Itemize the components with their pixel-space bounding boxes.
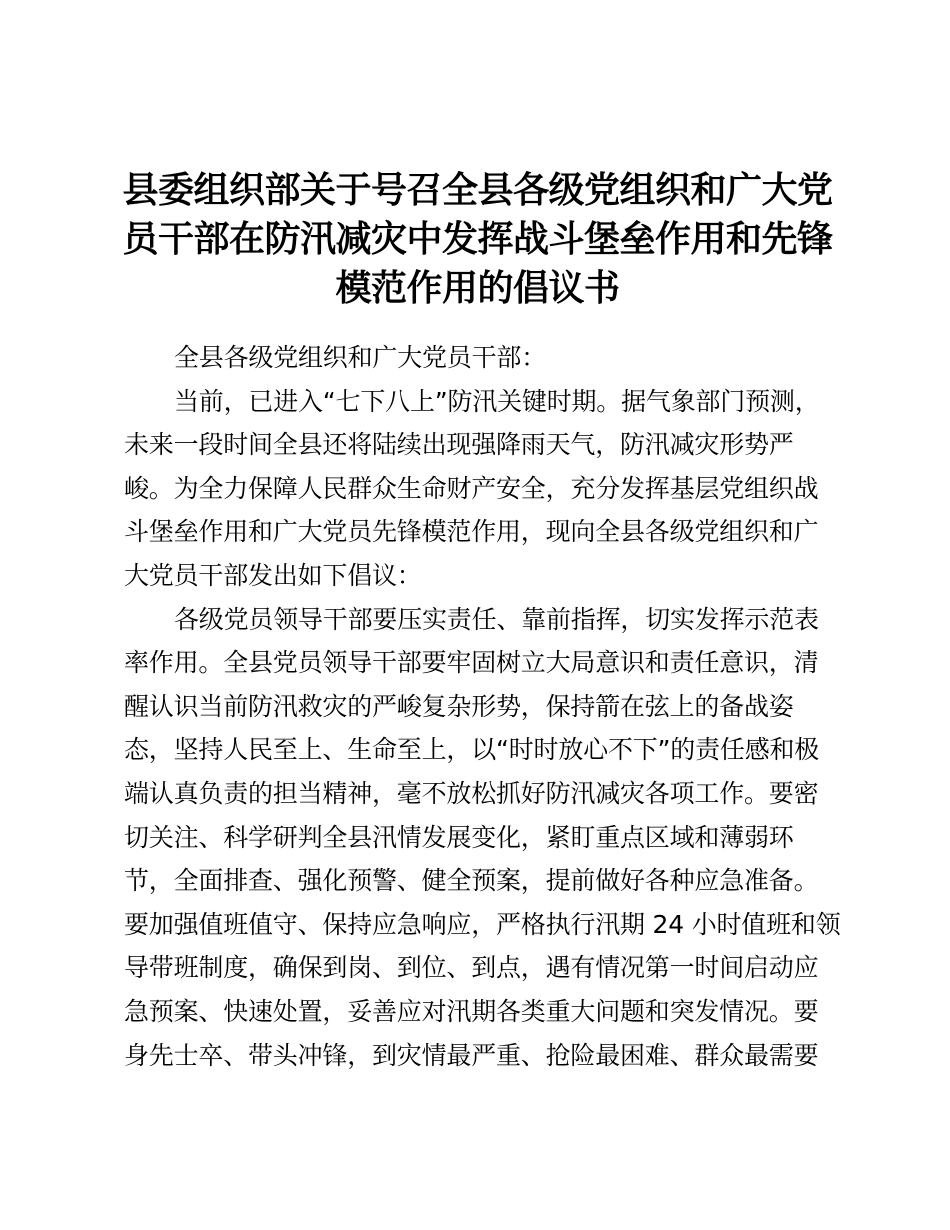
title-line: 员干部在防汛减灾中发挥战斗堡垒作用和先锋 bbox=[122, 219, 833, 260]
paragraph-line: 导带班制度，确保到岗、到位、到点，遇有情况第一时间启动应 bbox=[124, 953, 819, 983]
paragraph-line: 态，坚持人民至上、生命至上，以“时时放心不下”的责任感和极 bbox=[124, 735, 820, 765]
document-title bbox=[120, 166, 835, 313]
paragraph-line: 大党员干部发出如下倡议： bbox=[124, 560, 422, 590]
paragraph-line: 各级党员领导干部要压实责任、靠前指挥，切实发挥示范表 bbox=[174, 604, 819, 634]
paragraph-line: 急预案、快速处置，妥善应对汛期各类重大问题和突发情况。要 bbox=[124, 996, 819, 1026]
paragraph-line: 当前，已进入“七下八上”防汛关键时期。据气象部门预测， bbox=[174, 386, 820, 416]
paragraph-line: 率作用。全县党员领导干部要牢固树立大局意识和责任意识，清 bbox=[124, 648, 819, 678]
paragraph-line: 未来一段时间全县还将陆续出现强降雨天气，防汛减灾形势严 bbox=[124, 430, 794, 460]
title-line: 模范作用的倡议书 bbox=[335, 268, 620, 309]
paragraph-line: 醒认识当前防汛救灾的严峻复杂形势，保持箭在弦上的备战姿 bbox=[124, 691, 794, 721]
salutation: 全县各级党组织和广大党员干部： bbox=[174, 343, 547, 372]
title-line: 县委组织部关于号召全县各级党组织和广大党 bbox=[122, 170, 833, 211]
paragraph-line: 峻。为全力保障人民群众生命财产安全，充分发挥基层党组织战 bbox=[124, 473, 819, 503]
document-body bbox=[124, 336, 841, 1077]
paragraph-1 bbox=[124, 380, 836, 598]
paragraph-line: 节，全面排查、强化预警、健全预案，提前做好各种应急准备。 bbox=[124, 866, 819, 896]
paragraph-line: 斗堡垒作用和广大党员先锋模范作用，现向全县各级党组织和广 bbox=[124, 517, 819, 547]
paragraph-line: 要加强值班值守、保持应急响应，严格执行汛期 24 小时值班和领 bbox=[124, 909, 841, 939]
paragraph-line: 端认真负责的担当精神，毫不放松抓好防汛减灾各项工作。要密 bbox=[124, 778, 819, 808]
paragraph-line: 切关注、科学研判全县汛情发展变化，紧盯重点区域和薄弱环 bbox=[124, 822, 794, 852]
paragraph-line: 身先士卒、带头冲锋，到灾情最严重、抢险最困难、群众最需要 bbox=[124, 1040, 819, 1070]
paragraph-2 bbox=[124, 598, 841, 1078]
